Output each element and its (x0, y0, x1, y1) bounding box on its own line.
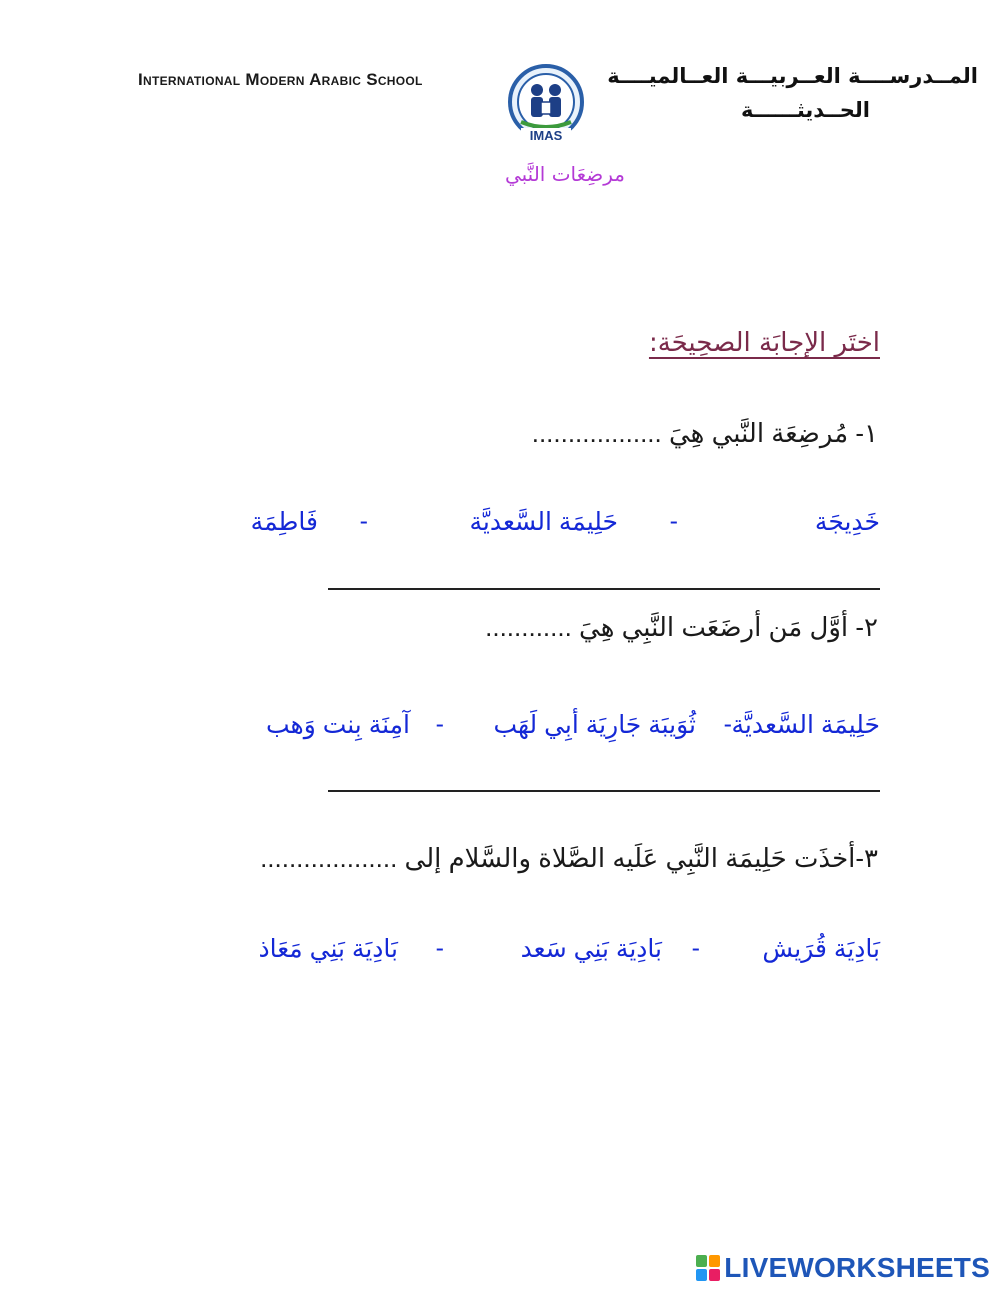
option-amina[interactable]: آمِنَة بِنت وَهب (265, 711, 410, 739)
liveworksheets-brand[interactable] (696, 1252, 990, 1284)
option-thuwaiba[interactable]: ثُوَيبَة جَارِيَة أبِي لَهَب (493, 711, 696, 739)
school-name-arabic-line2: الحــديثــــــة (741, 98, 870, 122)
brand-name: LIVEWORKSHEETS (724, 1252, 990, 1283)
option-separator: - (435, 934, 444, 962)
question-1-options (0, 507, 1000, 547)
option-fatima[interactable]: فَاطِمَة (250, 508, 318, 536)
option-halima[interactable]: حَلِيمَة السَّعديَّة (731, 711, 880, 739)
option-separator: - (359, 507, 368, 535)
question-3: ٣-أخذَت حَلِيمَة النَّبِي عَلَيه الصَّلاة والسَّلام إلى ................... (260, 843, 878, 873)
option-separator: - (669, 507, 678, 535)
option-bani-muadh[interactable]: بَادِيَة بَنِي مَعَاذ (258, 935, 398, 963)
question-1: ١- مُرضِعَة النَّبي هِيَ .................. (531, 418, 878, 448)
school-name-english: International Modern Arabic School (138, 70, 423, 89)
liveworksheets-logo-icon (696, 1255, 720, 1281)
school-logo (501, 62, 591, 152)
instruction-heading: اختَر الإجابَة الصحِيحَة: (648, 328, 880, 358)
option-separator: - (723, 710, 732, 738)
option-separator: - (691, 934, 700, 962)
school-name-arabic-line1: المــدرســــة العــربيـــة العــالميــــة (607, 64, 978, 88)
logo-text: IMAS (529, 128, 563, 143)
question-2: ٢- أوَّل مَن أرضَعَت النَّبِي هِيَ ............ (485, 612, 878, 642)
option-halima[interactable]: حَلِيمَة السَّعديَّة (469, 508, 618, 536)
option-khadija[interactable]: خَدِيجَة (814, 508, 880, 536)
question-3-options (0, 934, 1000, 974)
option-separator: - (435, 710, 444, 738)
answer-divider (328, 588, 880, 590)
option-bani-saad[interactable]: بَادِيَة بَنِي سَعد (520, 935, 662, 963)
question-2-options (0, 710, 1000, 750)
option-quraysh[interactable]: بَادِيَة قُرَيش (762, 935, 880, 963)
worksheet-title: مرضِعَات النَّبي (504, 162, 626, 186)
answer-divider (328, 790, 880, 792)
